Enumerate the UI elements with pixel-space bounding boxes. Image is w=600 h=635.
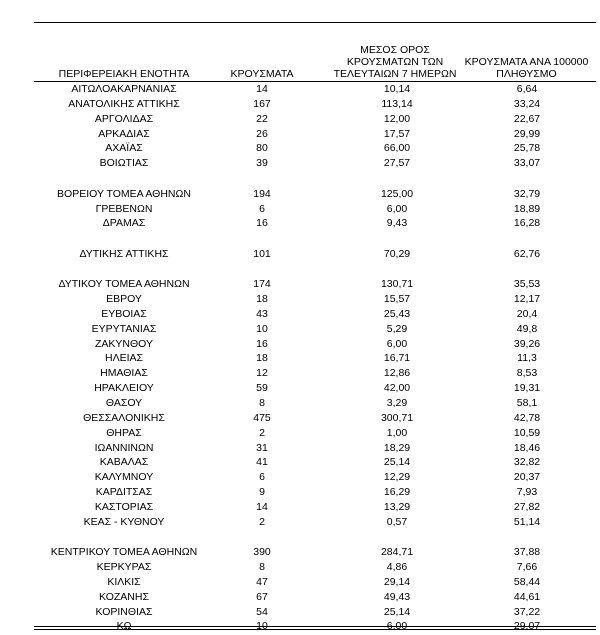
cases-cell: 2 [259, 426, 265, 439]
table-row [34, 575, 596, 590]
average-cell: 16,71 [383, 352, 411, 365]
table-row [34, 441, 596, 456]
cases-cell: 59 [256, 382, 268, 395]
table-row [34, 560, 596, 575]
table-row [34, 470, 596, 485]
region-cell: ΚΑΡΔΙΤΣΑΣ [95, 486, 153, 499]
cases-cell: 14 [256, 500, 268, 513]
average-cell: 15,57 [383, 293, 411, 306]
cases-cell: 6 [259, 471, 265, 484]
region-cell: ΗΛΕΙΑΣ [104, 352, 143, 365]
per-100000-cell: 18,89 [513, 202, 541, 215]
average-cell: 12,86 [383, 367, 411, 380]
cases-cell: 18 [256, 352, 268, 365]
average-cell: 27,57 [383, 157, 411, 170]
cases-cell: 10 [256, 322, 268, 335]
region-cell: ΕΥΡΥΤΑΝΙΑΣ [91, 322, 157, 335]
region-cell: ΑΡΚΑΔΙΑΣ [98, 127, 150, 140]
table-row [34, 187, 596, 202]
cases-cell: 8 [259, 561, 265, 573]
region-cell: ΙΩΑΝΝΙΝΩΝ [94, 441, 154, 454]
cases-cell: 12 [256, 367, 268, 380]
average-cell: 17,57 [383, 127, 411, 140]
per-100000-cell: 42,78 [513, 411, 541, 424]
cases-cell: 18 [256, 293, 268, 306]
cases-cell: 6 [259, 202, 265, 215]
per-100000-cell: 12,17 [513, 293, 541, 306]
cases-cell: 174 [253, 278, 271, 291]
average-cell: 70,29 [383, 247, 411, 260]
per-100000-cell: 32,82 [513, 456, 541, 469]
table-row [34, 112, 596, 127]
average-cell: 3,29 [386, 396, 408, 409]
table-body [34, 82, 596, 634]
per-100000-cell: 18,46 [513, 441, 541, 454]
average-cell: 42,00 [383, 382, 411, 395]
average-cell: 113,14 [381, 97, 413, 110]
cases-cell: 26 [256, 127, 268, 140]
region-cell: ΒΟΙΩΤΙΑΣ [99, 157, 149, 170]
per-100000-cell: 6,64 [516, 83, 538, 95]
table-row [34, 351, 596, 366]
average-cell: 9,43 [386, 217, 408, 230]
table-row [34, 247, 596, 262]
average-cell: 13,29 [383, 500, 411, 513]
average-cell: 5,29 [386, 322, 408, 335]
table-row [34, 202, 596, 217]
region-cell: ΕΥΒΟΙΑΣ [101, 307, 147, 320]
per-100000-cell: 20,37 [513, 471, 541, 484]
average-cell: 29,14 [383, 575, 411, 588]
table-row [34, 156, 596, 171]
table-header [34, 36, 596, 80]
table-row [34, 216, 596, 231]
per-100000-cell: 37,22 [513, 605, 541, 618]
cases-cell: 390 [253, 546, 271, 559]
region-cell: ΑΧΑΪΑΣ [105, 142, 143, 155]
cases-cell: 167 [253, 97, 271, 110]
region-cell: ΘΕΣΣΑΛΟΝΙΚΗΣ [83, 411, 165, 424]
average-cell: 300,71 [380, 411, 414, 424]
average-cell: 66,00 [383, 142, 411, 155]
per-100000-cell: 37,88 [513, 546, 541, 559]
per-100000-cell: 35,53 [513, 278, 541, 291]
table-row [34, 411, 596, 426]
per-100000-cell: 25,78 [513, 142, 541, 155]
average-cell: 25,14 [383, 456, 411, 469]
region-cell: ΚΟΖΑΝΗΣ [99, 590, 149, 603]
per-100000-cell: 7,66 [516, 561, 538, 573]
per-100000-cell: 7,93 [516, 486, 538, 499]
average-cell: 12,00 [383, 112, 411, 125]
bottom-rule [34, 626, 596, 627]
cases-cell: 39 [256, 157, 268, 170]
per-100000-cell: 11,3 [517, 352, 537, 365]
average-cell: 6,00 [386, 202, 408, 215]
region-cell: ΘΗΡΑΣ [106, 426, 142, 439]
top-rule [34, 22, 596, 23]
region-cell: ΒΟΡΕΙΟΥ ΤΟΜΕΑ ΑΘΗΝΩΝ [57, 187, 191, 200]
per-100000-cell: 62,76 [513, 247, 541, 260]
average-cell: 0,57 [386, 515, 408, 528]
table-row [34, 545, 596, 560]
average-cell: 6,00 [386, 337, 408, 350]
cases-cell: 9 [259, 486, 265, 499]
average-cell: 1,00 [386, 426, 408, 439]
per-100000-cell: 44,61 [513, 590, 541, 603]
region-cell: ΚΕΑΣ - ΚΥΘΝΟΥ [83, 515, 165, 528]
average-cell: 125,00 [380, 187, 414, 200]
region-cell: ΖΑΚΥΝΘΟΥ [94, 337, 153, 350]
per-100000-cell: 10,59 [513, 426, 541, 439]
region-cell: ΚΕΡΚΥΡΑΣ [96, 561, 152, 573]
average-cell: 130,71 [380, 278, 414, 291]
per-100000-cell: 22,67 [513, 112, 541, 125]
per-100000-cell: 51,14 [513, 515, 541, 528]
table-row [34, 426, 596, 441]
table-row [34, 292, 596, 307]
per-100000-cell: 32,79 [513, 187, 541, 200]
per-100000-cell: 27,82 [513, 500, 541, 513]
table-row [34, 127, 596, 142]
table-row [34, 277, 596, 292]
per-100000-cell: 39,26 [513, 337, 541, 350]
cases-cell: 14 [256, 83, 268, 95]
region-cell: ΔΥΤΙΚΗΣ ΑΤΤΙΚΗΣ [79, 247, 169, 260]
table-row [34, 605, 596, 620]
bottom-rule-double [34, 629, 596, 630]
average-cell: 25,43 [383, 307, 411, 320]
region-cell: ΚΟΡΙΝΘΙΑΣ [95, 605, 153, 618]
cases-cell: 47 [256, 575, 268, 588]
region-cell: ΚΑΛΥΜΝΟΥ [94, 471, 154, 484]
table-row [34, 515, 596, 530]
table-row [34, 366, 596, 381]
cases-cell: 43 [256, 307, 268, 320]
header-cases: ΚΡΟΥΣΜΑΤΑ [230, 68, 294, 80]
cases-cell: 101 [253, 247, 271, 260]
region-cell: ΘΑΣΟΥ [105, 396, 143, 409]
per-100000-cell: 58,44 [513, 575, 541, 588]
cases-cell: 16 [256, 217, 268, 230]
per-100000-cell: 16,28 [513, 217, 541, 230]
region-cell: ΔΥΤΙΚΟΥ ΤΟΜΕΑ ΑΘΗΝΩΝ [58, 278, 190, 291]
region-cell: ΚΑΣΤΟΡΙΑΣ [94, 500, 154, 513]
region-cell: ΑΡΓΟΛΙΔΑΣ [94, 112, 154, 125]
per-100000-cell: 20,4 [516, 307, 538, 320]
cases-cell: 10 [256, 620, 268, 633]
table-row [34, 455, 596, 470]
region-cell: ΑΙΤΩΛΟΑΚΑΡΝΑΝΙΑΣ [71, 83, 177, 95]
per-100000-cell: 29,07 [513, 620, 541, 633]
per-100000-cell: 8,53 [516, 367, 538, 380]
cases-cell: 16 [256, 337, 268, 350]
per-100000-cell: 29,99 [513, 127, 541, 140]
table-row [34, 500, 596, 515]
table-row [34, 337, 596, 352]
per-100000-cell: 49,8 [516, 322, 538, 335]
per-100000-cell: 33,24 [513, 97, 541, 110]
table-row [34, 590, 596, 605]
average-cell: 12,29 [383, 471, 411, 484]
average-cell: 18,29 [383, 441, 411, 454]
average-cell: 49,43 [383, 590, 411, 603]
cases-cell: 22 [256, 112, 268, 125]
region-cell: ΗΡΑΚΛΕΙΟΥ [94, 382, 154, 395]
cases-cell: 80 [256, 142, 268, 155]
region-cell: ΗΜΑΘΙΑΣ [100, 367, 148, 380]
region-cell: ΚΑΒΑΛΑΣ [99, 456, 149, 469]
region-cell: ΑΝΑΤΟΛΙΚΗΣ ΑΤΤΙΚΗΣ [68, 97, 180, 110]
cases-cell: 475 [253, 411, 271, 424]
per-100000-cell: 33,07 [513, 157, 541, 170]
region-cell: ΔΡΑΜΑΣ [102, 217, 146, 230]
cases-cell: 54 [256, 605, 268, 618]
average-cell: 10,14 [383, 83, 411, 95]
table-row [34, 396, 596, 411]
header-cases-per-100000: ΚΡΟΥΣΜΑΤΑ ΑΝΑ 100000 ΠΛΗΘΥΣΜΟ [464, 56, 589, 80]
header-region: ΠΕΡΙΦΕΡΕΙΑΚΗ ΕΝΟΤΗΤΑ [58, 68, 190, 80]
average-cell: 6,00 [386, 620, 408, 633]
average-cell: 25,14 [383, 605, 411, 618]
table-row [34, 97, 596, 112]
region-cell: ΓΡΕΒΕΝΩΝ [95, 202, 153, 215]
per-100000-cell: 19,31 [513, 382, 541, 395]
table-row [34, 141, 596, 156]
region-cell: ΚΕΝΤΡΙΚΟΥ ΤΟΜΕΑ ΑΘΗΝΩΝ [50, 546, 198, 559]
per-100000-cell: 58,1 [516, 396, 538, 409]
cases-cell: 67 [256, 590, 268, 603]
table-row [34, 82, 596, 97]
average-cell: 4,86 [386, 561, 408, 573]
table-row [34, 381, 596, 396]
cases-cell: 41 [256, 456, 268, 469]
table-row [34, 485, 596, 500]
cases-cell: 194 [253, 187, 271, 200]
table-row [34, 322, 596, 337]
cases-cell: 8 [259, 396, 265, 409]
table-row [34, 307, 596, 322]
region-cell: ΚΙΛΚΙΣ [107, 575, 141, 588]
region-cell: ΚΩ [116, 620, 132, 633]
header-7day-average: ΜΕΣΟΣ ΟΡΟΣ ΚΡΟΥΣΜΑΤΩΝ ΤΩΝ ΤΕΛΕΥΤΑΙΩΝ 7 ΗΜΕΡΩΝ [333, 44, 457, 80]
average-cell: 16,29 [383, 486, 411, 499]
average-cell: 284,71 [380, 546, 414, 559]
cases-cell: 2 [259, 515, 265, 528]
cases-cell: 31 [256, 441, 268, 454]
region-cell: ΕΒΡΟΥ [106, 293, 142, 306]
